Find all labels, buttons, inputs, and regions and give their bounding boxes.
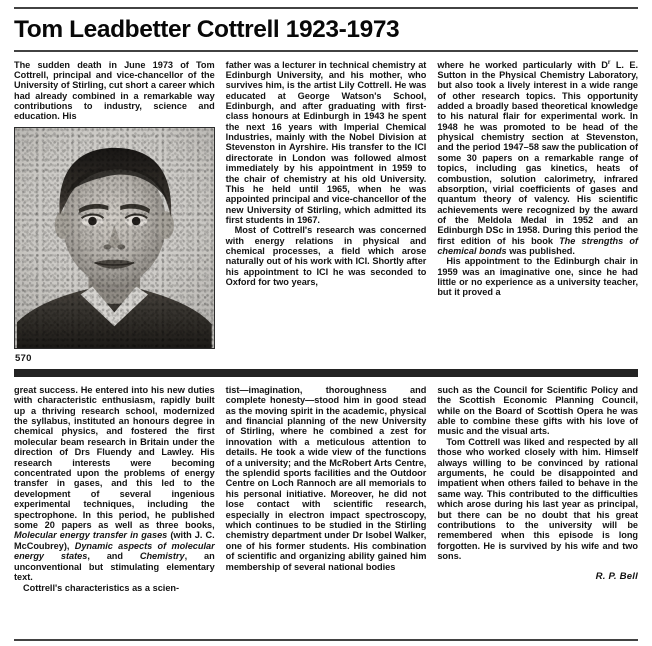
- page-title: Tom Leadbetter Cottrell 1923-1973: [14, 16, 400, 43]
- top-col3-p1-pre: where he worked particularly with D: [437, 59, 608, 70]
- bottom-col1-paragraph-2: Cottrell's characteristics as a scien-: [23, 582, 180, 593]
- portrait-photo-wrapper: [14, 127, 215, 349]
- bottom-col1-mid-2: , and: [87, 551, 140, 562]
- book-title-dynamic-aspects: Dynamic aspects of molecular energy states: [14, 540, 215, 562]
- dr-superscript: r: [607, 58, 611, 66]
- top-col2-paragraph-1: father was a lecturer in technical chemistry at Edinburgh University, and his mother, who survives him, is the artist Lily Cottrell. He was educated at George Watson's School, Edinburgh, and after graduating with first-class honours at Edinburgh in 1943 he spent the next 16 years with Imperial Chemical Industries, mainly with the Nobel Division at Stevenston in Ayrshire. His transfer to the ICI directorate in London was followed almost immediately by his appointment in 1959 to the chair of chemistry at his old University. This he held until 1965, when he was appointed principal and vice-chancellor of the new University of Stirling, which admitted its first students in 1967.: [225, 59, 427, 225]
- mid-divider-rule: [14, 369, 638, 377]
- top-section-columns: [14, 60, 638, 369]
- book-title-chemistry: Chemistry: [139, 551, 185, 562]
- bottom-section-columns: [14, 385, 638, 593]
- top-col3-paragraph-1: [437, 60, 638, 257]
- halftone-grain-overlay: [15, 128, 214, 348]
- top-col3-p1-post: L. E. Sutton in the Physical Chemistry Laboratory, but also took a lively interest in a wide range of other research topics. This opportunity added a broadly based theoretical knowledge to his natural flair for experimental work. In 1948 he was promoted to be head of the physical chemistry section at Stevenston, and the period 1947–58 saw the publication of some 30 papers on a remarkable range of topics, including gas kinetics, heats of combustion, solution calorimetry, infrared absorption, virial coefficients of gases and quantum theory of valency. His scientific achievements were recognized by the award of the Meldola Medal in 1952 and an Edinburgh DSc in 1958. During this period the first edition of his book: [437, 59, 639, 246]
- top-col3-paragraph-2: His appointment to the Edinburgh chair in 1959 was an imaginative one, since he had little or no experience as a university teacher, but it proved a: [437, 256, 639, 298]
- portrait-photograph: [14, 127, 215, 349]
- bottom-column-2: [226, 385, 427, 572]
- top-divider-rule: [14, 7, 638, 9]
- bottom-col1-p1-tail: , an unconventional but stimulating elementary text.: [14, 551, 215, 583]
- bottom-col2-text: [226, 385, 427, 572]
- bottom-col3-paragraph-2: Tom Cottrell was liked and respected by all those who worked closely with him. Himself always willing to be convinced by rational arguments, he could be disappointed and impatient when others failed to behave in the same way. This contributed to the difficulties which arose during his last year as principal, but there can be no doubt that his great contributions to the university will be remembered when this episode is long forgotten. He is survived by his wife and two sons.: [437, 436, 639, 562]
- bottom-col1-paragraph-1: [14, 385, 215, 583]
- bottom-divider-rule: [14, 639, 638, 641]
- bottom-col1-mid-1: (with J. C. McCoubrey),: [14, 530, 215, 551]
- top-col2-paragraph-2: Most of Cottrell's research was concerned with energy relations in physical and chemical processes, a field which arose naturally out of his work with ICI. Shortly after his appointment to ICI he was seconded to Oxford for two years,: [225, 225, 427, 287]
- top-column-2: [226, 60, 427, 288]
- bottom-column-3: [437, 385, 638, 582]
- mid-divider-wrapper: [14, 369, 638, 377]
- bottom-col1-text: [14, 385, 215, 593]
- top-col2-text: [226, 60, 427, 288]
- title-underline-rule: [14, 50, 638, 52]
- bottom-col2-paragraph-1: tist—imagination, thoroughness and complete honesty—stood him in good stead as the moving spirit in the academic, physical and financial planning of the new University of Stirling, where he combined a zest for innovation with a meticulous attention to details. He took a wide view of the functions of a university; and the McRobert Arts Centre, the splendid sports facilities and the Outdoor Centre on Loch Rannoch are all memorials to his personal initiative. Moreover, he did not lose contact with scientific research, especially in electron impact spectroscopy, which continues to be studied in the Stirling chemistry department under Dr Isobel Walker, one of his former students. His combination of scientific and organizing ability gained him membership of several national bodies: [225, 384, 427, 572]
- book-title-molecular-energy-transfer: Molecular energy transfer in gases: [14, 530, 168, 541]
- obituary-page: [0, 7, 652, 646]
- bottom-column-1: [14, 385, 215, 593]
- bottom-col3-paragraph-1: such as the Council for Scientific Policy and the Scottish Economic Planning Council, while on the Board of Scottish Opera he was able to combine these gifts with his love of music and the visual arts.: [437, 384, 639, 437]
- bottom-rule-wrapper: [14, 639, 638, 641]
- bottom-col1-p1-pre: great success. He entered into his new duties with characteristic enthusiasm, rapidly built up a thriving research school, modernized the syllabus, instituted an honours degree in chemical physics, and fostered the first molecular beam research in Britain under the direction of Drs Fluendy and Lawley. His research interests were becoming concentrated upon the problems of energy transfer in gases, and this led to the development of several ingenious experimental techniques, including the spectrophone. In this period, he published some 20 papers as well as three books,: [14, 384, 215, 531]
- page-number: 570: [15, 352, 32, 364]
- bottom-col3-text: [437, 385, 638, 562]
- top-col3-text: [437, 60, 638, 298]
- top-col1-paragraph: The sudden death in June 1973 of Tom Cottrell, principal and vice-chancellor of the University of Stirling, cut short a career which had already combined in a remarkable way contributions to industry, science and education. His: [14, 59, 215, 122]
- top-column-1: [14, 60, 215, 369]
- top-column-3: [437, 60, 638, 298]
- top-col3-p1-tail: was published.: [506, 245, 575, 256]
- book-title-strengths: The strengths of chemical bonds: [437, 235, 639, 256]
- author-byline: R. P. Bell: [595, 570, 639, 582]
